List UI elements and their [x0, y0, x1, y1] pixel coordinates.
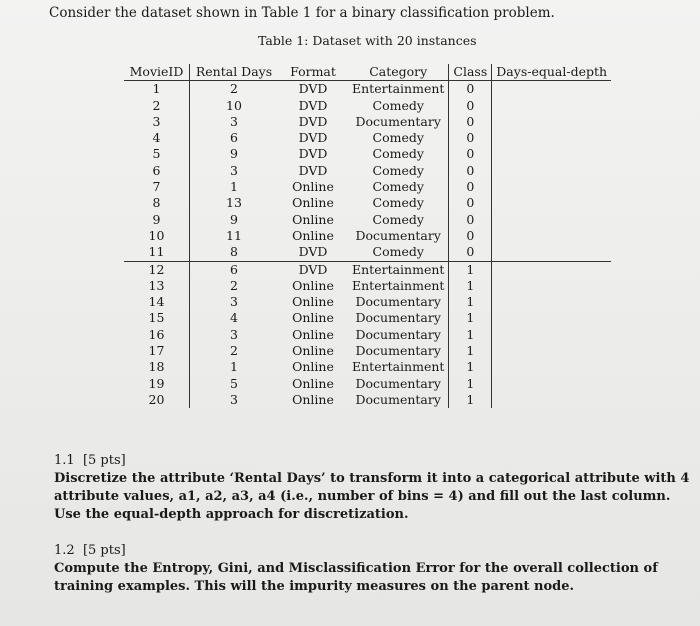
- cell-class: 1: [449, 376, 492, 392]
- cell-movieid: 17: [124, 343, 190, 359]
- section-1-2: [54, 542, 694, 596]
- section-1-1-text: Discretize the attribute ‘Rental Days’ to transform it into a categorical attribute with 4 attribute values, a1, a2, a3, a4 (i.e., number of bins = 4) and fill out the last column. Use the equal-depth approach for discretization.: [54, 471, 690, 522]
- cell-category: Documentary: [348, 114, 449, 130]
- section-1-2-number: 1.2: [54, 543, 75, 558]
- cell-category: Documentary: [348, 228, 449, 244]
- cell-class: 0: [449, 163, 492, 179]
- cell-class: 0: [449, 228, 492, 244]
- cell-days-equal-depth: [492, 228, 611, 244]
- cell-class: 0: [449, 114, 492, 130]
- cell-format: DVD: [298, 97, 328, 113]
- table-row: [124, 179, 611, 195]
- cell-format: Online: [292, 227, 334, 243]
- cell-rental-days: 3: [230, 294, 238, 310]
- table-row: [124, 212, 611, 228]
- cell-category: Comedy: [348, 163, 449, 179]
- header-class: Class: [449, 64, 492, 81]
- header-days-equal-depth: Days-equal-depth: [492, 64, 611, 81]
- cell-movieid: 15: [124, 310, 190, 326]
- table-row: [124, 81, 611, 98]
- dataset-table: [124, 64, 611, 408]
- section-1-2-points: [5 pts]: [82, 543, 126, 558]
- cell-movieid: 9: [124, 212, 190, 228]
- table-row: [124, 310, 611, 326]
- cell-format: DVD: [298, 162, 328, 178]
- cell-days-equal-depth: [492, 278, 611, 294]
- intro-text: Consider the dataset shown in Table 1 for a binary classification problem.: [49, 5, 555, 21]
- cell-days-equal-depth: [492, 310, 611, 326]
- cell-category: Comedy: [348, 146, 449, 162]
- cell-category: Comedy: [348, 98, 449, 114]
- cell-category: Comedy: [348, 195, 449, 211]
- cell-days-equal-depth: [492, 327, 611, 343]
- cell-class: 0: [449, 212, 492, 228]
- cell-rental-days: 11: [226, 227, 242, 243]
- cell-movieid: 10: [124, 228, 190, 244]
- cell-format: DVD: [298, 261, 328, 277]
- cell-format: Online: [292, 375, 334, 391]
- table-caption: Table 1: Dataset with 20 instances: [258, 33, 477, 48]
- cell-category: Documentary: [348, 376, 449, 392]
- cell-days-equal-depth: [492, 195, 611, 211]
- cell-format: Online: [292, 179, 334, 195]
- cell-movieid: 6: [124, 163, 190, 179]
- cell-class: 0: [449, 244, 492, 261]
- cell-class: 0: [449, 130, 492, 146]
- table-row: [124, 244, 611, 261]
- cell-category: Entertainment: [348, 278, 449, 294]
- cell-days-equal-depth: [492, 163, 611, 179]
- table-row: [124, 294, 611, 310]
- section-1-1-number: 1.1: [54, 453, 75, 468]
- cell-category: Comedy: [348, 130, 449, 146]
- cell-days-equal-depth: [492, 212, 611, 228]
- cell-movieid: 14: [124, 294, 190, 310]
- cell-category: Documentary: [348, 310, 449, 326]
- table-row: [124, 392, 611, 408]
- header-movieid: MovieID: [124, 64, 190, 81]
- cell-days-equal-depth: [492, 343, 611, 359]
- cell-format: Online: [292, 211, 334, 227]
- cell-class: 1: [449, 310, 492, 326]
- table-row: [124, 228, 611, 244]
- cell-movieid: 1: [124, 81, 190, 98]
- cell-format: DVD: [298, 146, 328, 162]
- cell-category: Entertainment: [348, 261, 449, 278]
- cell-rental-days: 6: [230, 261, 238, 277]
- cell-rental-days: 9: [230, 211, 238, 227]
- cell-category: Documentary: [348, 294, 449, 310]
- cell-rental-days: 3: [230, 391, 238, 407]
- cell-movieid: 3: [124, 114, 190, 130]
- cell-category: Documentary: [348, 327, 449, 343]
- cell-rental-days: 5: [230, 375, 238, 391]
- cell-days-equal-depth: [492, 98, 611, 114]
- cell-format: DVD: [298, 113, 328, 129]
- cell-movieid: 20: [124, 392, 190, 408]
- table-row: [124, 261, 611, 278]
- cell-rental-days: 10: [226, 97, 242, 113]
- section-1-1-header: [54, 452, 694, 470]
- cell-days-equal-depth: [492, 130, 611, 146]
- cell-format: Online: [292, 310, 334, 326]
- cell-rental-days: 9: [230, 146, 238, 162]
- cell-movieid: 12: [124, 261, 190, 278]
- cell-category: Comedy: [348, 244, 449, 261]
- cell-days-equal-depth: [492, 179, 611, 195]
- cell-movieid: 18: [124, 359, 190, 375]
- section-1-2-header: [54, 542, 694, 560]
- table-header-row: [124, 64, 611, 81]
- cell-days-equal-depth: [492, 294, 611, 310]
- cell-class: 1: [449, 294, 492, 310]
- header-rental-days: Rental Days: [190, 64, 279, 81]
- cell-category: Comedy: [348, 179, 449, 195]
- cell-class: 1: [449, 261, 492, 278]
- section-1-1: [54, 452, 694, 524]
- cell-rental-days: 13: [226, 195, 242, 211]
- cell-category: Entertainment: [348, 81, 449, 98]
- cell-format: DVD: [278, 244, 348, 261]
- cell-rental-days: 1: [230, 359, 238, 375]
- cell-movieid: 8: [124, 195, 190, 211]
- header-category: Category: [348, 64, 449, 81]
- table-row: [124, 343, 611, 359]
- table-row: [124, 163, 611, 179]
- cell-format: Online: [292, 343, 334, 359]
- cell-format: Online: [292, 277, 334, 293]
- table-row: [124, 146, 611, 162]
- cell-movieid: 4: [124, 130, 190, 146]
- cell-rental-days: 3: [230, 162, 238, 178]
- cell-format: DVD: [298, 81, 328, 97]
- cell-class: 0: [449, 179, 492, 195]
- cell-movieid: 19: [124, 376, 190, 392]
- header-format: Format: [278, 64, 348, 81]
- cell-movieid: 2: [124, 98, 190, 114]
- cell-class: 0: [449, 195, 492, 211]
- cell-rental-days: 2: [230, 81, 238, 97]
- section-1-2-text: Compute the Entropy, Gini, and Misclassification Error for the overall collection of training examples. This will the impurity measures on the parent node.: [54, 561, 658, 594]
- cell-rental-days: 8: [190, 244, 279, 261]
- cell-days-equal-depth: [492, 261, 611, 278]
- cell-class: 1: [449, 278, 492, 294]
- cell-movieid: 7: [124, 179, 190, 195]
- cell-days-equal-depth: [492, 244, 611, 261]
- cell-format: Online: [292, 326, 334, 342]
- cell-days-equal-depth: [492, 81, 611, 98]
- cell-class: 1: [449, 359, 492, 375]
- table-row: [124, 98, 611, 114]
- cell-days-equal-depth: [492, 392, 611, 408]
- table-row: [124, 114, 611, 130]
- cell-movieid: 16: [124, 327, 190, 343]
- table-row: [124, 376, 611, 392]
- cell-class: 0: [449, 146, 492, 162]
- section-1-1-points: [5 pts]: [82, 453, 126, 468]
- cell-class: 1: [449, 343, 492, 359]
- cell-class: 1: [449, 327, 492, 343]
- cell-format: Online: [292, 391, 334, 407]
- cell-rental-days: 2: [230, 277, 238, 293]
- cell-days-equal-depth: [492, 114, 611, 130]
- cell-rental-days: 3: [230, 326, 238, 342]
- cell-format: Online: [292, 195, 334, 211]
- cell-category: Documentary: [348, 343, 449, 359]
- cell-movieid: 5: [124, 146, 190, 162]
- cell-category: Entertainment: [348, 359, 449, 375]
- table-row: [124, 195, 611, 211]
- cell-class: 0: [449, 81, 492, 98]
- cell-format: DVD: [298, 130, 328, 146]
- cell-category: Comedy: [348, 212, 449, 228]
- table-row: [124, 359, 611, 375]
- table-body: [124, 81, 611, 408]
- cell-format: Online: [292, 359, 334, 375]
- cell-rental-days: 4: [230, 310, 238, 326]
- cell-days-equal-depth: [492, 359, 611, 375]
- cell-days-equal-depth: [492, 376, 611, 392]
- table-row: [124, 278, 611, 294]
- cell-class: 0: [449, 98, 492, 114]
- cell-class: 1: [449, 392, 492, 408]
- cell-category: Documentary: [348, 392, 449, 408]
- table-row: [124, 130, 611, 146]
- cell-format: Online: [292, 294, 334, 310]
- cell-rental-days: 3: [230, 113, 238, 129]
- cell-days-equal-depth: [492, 146, 611, 162]
- cell-rental-days: 2: [230, 343, 238, 359]
- table-row: [124, 327, 611, 343]
- cell-rental-days: 1: [230, 179, 238, 195]
- cell-movieid: 11: [124, 244, 190, 261]
- cell-movieid: 13: [124, 278, 190, 294]
- cell-rental-days: 6: [230, 130, 238, 146]
